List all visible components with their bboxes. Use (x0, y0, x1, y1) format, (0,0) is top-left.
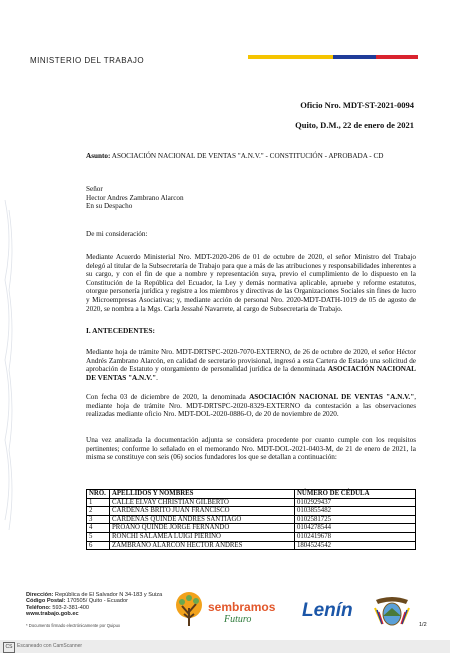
sembramos-word: sembramos (208, 600, 276, 614)
table-row (87, 507, 416, 516)
row-id: 0102581725 (295, 515, 416, 524)
postal-label: Código Postal: (26, 598, 66, 605)
row-name: CARDENAS QUINDE ANDRES SANTIAGO (110, 515, 295, 524)
header-nro: NRO. (87, 490, 110, 499)
association-name: ASOCIACIÓN NACIONAL DE VENTAS "A.N.V." (86, 365, 416, 382)
paragraph-delegation: Mediante Acuerdo Ministerial Nro. MDT-2020-206 de 01 de octubre de 2020, el señor Ministro del Trabajo delegó al titular de la Subsecretaría de Trabajo para que a más de las atribuciones y responsabilidades inherentes a su cargo, y con el fin de que a nombre y representación suya, previo el cumplimiento de lo dispuesto en la Constitución de la República del Ecuador, la Ley y demás normativa aplicable, apruebe y reforme estatutos, otorgue personería jurídica y registre a los miembros y directivas de las Organizaciones Sociales sin fines de lucro y Microempresas Asociativas; y, mediante acción de personal Nro. 2020-MDT-DATH-1019 de 05 de agosto de 2020, se nombra a la Mgs. Carla Jessahé Navarrete, al cargo de Subsecretaria de Trabajo. (86, 253, 416, 313)
paragraph-response (86, 393, 416, 419)
row-id: 0102929437 (295, 498, 416, 507)
address-value: República de El Salvador N 34-183 y Suiza (54, 592, 163, 598)
row-name: CARDENAS BRITO JUAN FRANCISCO (110, 507, 295, 516)
flag-red (376, 55, 419, 59)
row-id: 1804524542 (295, 541, 416, 550)
paragraph-request (86, 348, 416, 382)
tree-icon (172, 590, 206, 630)
lenin-logo: Lenín (302, 600, 353, 621)
row-name: CALLE ELVAY CHRISTIAN GILBERTO (110, 498, 295, 507)
row-name: ZAMBRANO ALARCON HECTOR ANDRES (110, 541, 295, 550)
subject-label: Asunto: (86, 152, 111, 160)
sembramos-futuro-logo (172, 590, 276, 632)
greeting: De mi consideración: (86, 230, 148, 238)
row-id: 0104278544 (295, 524, 416, 533)
address-label: Dirección: (26, 592, 54, 598)
ministry-name: MINISTERIO DEL TRABAJO (30, 56, 145, 65)
row-name: PROAÑO QUINDE JORGE FERNANDO (110, 524, 295, 533)
page-number: 1/2 (419, 622, 427, 628)
subject-text: ASOCIACIÓN NACIONAL DE VENTAS "A.N.V." - CONSTITUCIÓN - APROBADA - CD (111, 152, 384, 160)
table-row (87, 498, 416, 507)
row-id: 0103855482 (295, 507, 416, 516)
website-link[interactable]: www.trabajo.gob.ec (26, 611, 79, 618)
electronic-signature-note: * Documento firmado electrónicamente por Quipux (26, 623, 121, 628)
recipient-office: En su Despacho (86, 202, 133, 211)
section-heading-antecedentes: I. ANTECEDENTES: (86, 326, 155, 335)
flag-stripe (248, 55, 418, 59)
recipient-title: Señor (86, 185, 103, 193)
row-id: 0102419678 (295, 532, 416, 541)
paragraph-request-end: . (156, 373, 158, 382)
futuro-word: Futuro (224, 614, 252, 625)
table-row (87, 541, 416, 550)
scanner-watermark-text: Escaneado con CamScanner (17, 643, 83, 649)
recipient-block (86, 185, 184, 211)
paragraph-analysis: Una vez analizada la documentación adjunta se considera procedente por cuanto cumple con los requisitos pertinentes; conforme lo señalado en el memorando Nro. MDT-DOL-2021-0403-M, de 21 de enero de 2021, la misma se constituye con seis (06) socios fundadores los que se detallan a continuación: (86, 436, 416, 462)
row-number: 4 (87, 524, 110, 533)
row-number: 3 (87, 515, 110, 524)
row-number: 2 (87, 507, 110, 516)
office-number: Oficio Nro. MDT-ST-2021-0094 (300, 100, 414, 110)
row-number: 1 (87, 498, 110, 507)
camscanner-icon: CS (3, 642, 15, 653)
header-id-number: NÚMERO DE CÉDULA (295, 490, 416, 499)
ecuador-coat-of-arms-icon (372, 594, 412, 628)
subject-line (86, 152, 416, 161)
table-row (87, 515, 416, 524)
header-names: APELLIDOS Y NOMBRES (110, 490, 295, 499)
postal-value: 170505/ Quito - Ecuador (67, 598, 128, 605)
association-name: ASOCIACIÓN NACIONAL DE VENTAS "A.N.V." (249, 393, 415, 401)
table-row (87, 524, 416, 533)
flag-yellow (248, 55, 333, 59)
document-date: Quito, D.M., 22 de enero de 2021 (295, 120, 414, 130)
paragraph-response-text-b: , mediante hoja de trámite Nro. MDT-DRTSPC-2020-8329-EXTERNO da contestación a las observaciones realizadas mediante oficio Nro. MDT-DOL-2020-0886-O, de 20 de noviembre de 2020. (86, 393, 416, 419)
phone-label: Teléfono: (26, 604, 51, 611)
row-number: 5 (87, 532, 110, 541)
side-watermark-pattern (3, 200, 15, 540)
table-header-row (87, 490, 416, 499)
paragraph-request-text: Mediante hoja de trámite Nro. MDT-DRTSPC-2020-7070-EXTERNO, de 26 de octubre de 2020, el señor Héctor Andrés Zambrano Alarcón, en calidad de secretario provisional, ingresó a esta Cartera de Estado una solicitud de aprobación de Estatuto y otorgamiento de personalidad jurídica de la denominada (86, 348, 416, 374)
flag-blue (333, 55, 376, 59)
footer-address-block (26, 592, 162, 618)
row-name: RONCHI SALAMEA LUIGI PIERINO (110, 532, 295, 541)
phone-value: 593-2-381-400 (52, 604, 90, 611)
recipient-name: Hector Andres Zambrano Alarcon (86, 193, 184, 202)
paragraph-response-text-a: Con fecha 03 de diciembre de 2020, la denominada (86, 393, 250, 401)
row-number: 6 (87, 541, 110, 550)
founders-table (86, 489, 416, 550)
table-row (87, 532, 416, 541)
